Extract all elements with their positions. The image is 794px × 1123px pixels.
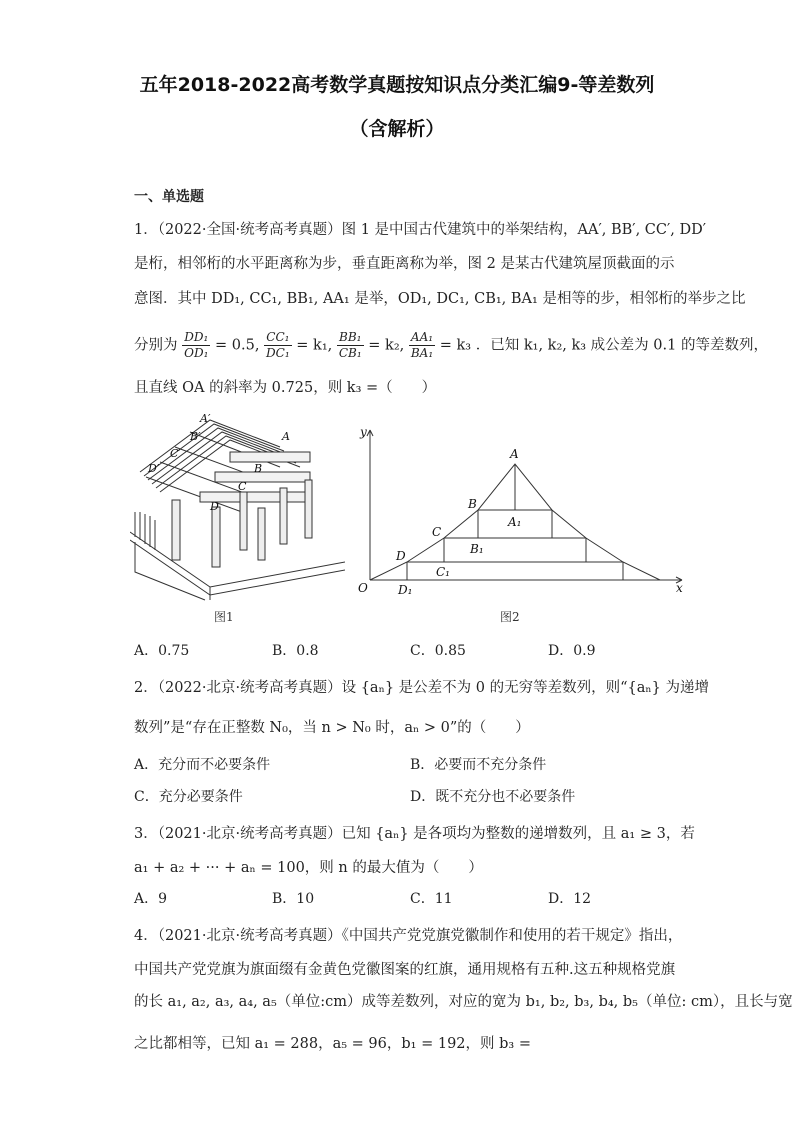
fig1-label-A-prime: A′ — [200, 412, 211, 425]
fig1-label-B: B — [254, 462, 263, 475]
fig1-label-A: A — [282, 430, 290, 443]
fraction-1-numerator: DD₁ — [182, 330, 210, 346]
fig2-label-B: B — [468, 497, 477, 511]
fig1-label-D-prime: D′ — [148, 462, 160, 475]
q1-line1: 1．（2022·全国·统考高考真题）图 1 是中国古代建筑中的举架结构，AA′, BB′, CC′, DD′ — [134, 222, 707, 238]
page-subtitle: （含解析） — [349, 118, 445, 140]
section-heading: 一、单选题 — [134, 189, 204, 205]
fraction-3 — [337, 330, 364, 361]
fraction-1 — [182, 330, 210, 361]
fig2-label-D1: D₁ — [398, 583, 413, 597]
fraction-2 — [264, 330, 292, 361]
fraction-2-value: = k₁, — [296, 337, 333, 354]
fig2-label-x: x — [676, 581, 683, 595]
q3-line1: 3．（2021·北京·统考高考真题）已知 {aₙ} 是各项均为整数的递增数列，且 a₁ ≥ 3，若 — [134, 826, 695, 842]
q4-line2: 中国共产党党旗为旗面缀有金黄色党徽图案的红旗，通用规格有五种.这五种规格党旗 — [134, 962, 676, 978]
q3-option-d[interactable]: D．12 — [548, 891, 592, 907]
fraction-3-numerator: BB₁ — [337, 330, 364, 346]
fig2-label-A: A — [510, 447, 519, 461]
q3-line2: a₁ + a₂ + ··· + aₙ = 100，则 n 的最大值为（ ） — [134, 860, 483, 876]
fraction-3-denominator: CB₁ — [338, 346, 362, 360]
q1-line2: 是桁，相邻桁的水平距离称为步，垂直距离称为举，图 2 是某古代建筑屋顶截面的示 — [134, 256, 675, 272]
q2-line1: 2．（2022·北京·统考高考真题）设 {aₙ} 是公差不为 0 的无穷等差数列，则“{aₙ} 为递增 — [134, 680, 710, 696]
q2-option-c[interactable]: C．充分必要条件 — [134, 789, 243, 805]
q3-option-a[interactable]: A．9 — [134, 891, 168, 907]
fig2-label-A1: A₁ — [508, 515, 522, 529]
q2-option-b[interactable]: B．必要而不充分条件 — [410, 757, 547, 773]
fraction-4-denominator: BA₁ — [410, 346, 434, 360]
fig2-label-O: O — [358, 581, 368, 595]
fraction-2-numerator: CC₁ — [264, 330, 292, 346]
q4-line1: 4．（2021·北京·统考高考真题）《中国共产党党旗党徽制作和使用的若干规定》指出， — [134, 928, 683, 944]
q3-option-c[interactable]: C．11 — [410, 891, 453, 907]
q4-line4: 之比都相等，已知 a₁ = 288，a₅ = 96，b₁ = 192，则 b₃ = — [134, 1036, 531, 1052]
fig1-label-C-prime: C′ — [170, 447, 181, 460]
fig2-label-C: C — [432, 525, 442, 539]
q2-option-d[interactable]: D．既不充分也不必要条件 — [410, 789, 576, 805]
q2-line2: 数列”是“存在正整数 N₀，当 n > N₀ 时，aₙ > 0”的（ ） — [134, 720, 530, 736]
fig2-label-C1: C₁ — [436, 565, 450, 579]
figure-2-caption: 图2 — [500, 610, 520, 624]
fig2-label-y: y — [360, 425, 367, 439]
figure-2-cross-section — [352, 422, 692, 602]
fraction-3-value: = k₂, — [368, 337, 405, 354]
q1-option-c[interactable]: C．0.85 — [410, 643, 466, 659]
fraction-4 — [409, 330, 435, 361]
page-title: 五年2018-2022高考数学真题按知识点分类汇编9-等差数列 — [139, 74, 655, 96]
fraction-4-value: = k₃ — [439, 337, 472, 354]
q1-line4-suffix: ．已知 k₁, k₂, k₃ 成公差为 0.1 的等差数列， — [475, 337, 768, 354]
fig2-label-D: D — [396, 549, 406, 563]
fraction-4-numerator: AA₁ — [409, 330, 435, 346]
figure-1-roof-structure — [130, 412, 345, 602]
q1-line5: 且直线 OA 的斜率为 0.725，则 k₃ =（ ） — [134, 380, 437, 396]
q1-line3: 意图．其中 DD₁, CC₁, BB₁, AA₁ 是举，OD₁, DC₁, CB₁, BA₁ 是相等的步，相邻桁的举步之比 — [134, 291, 746, 307]
q1-option-a[interactable]: A．0.75 — [134, 643, 190, 659]
q1-option-b[interactable]: B．0.8 — [272, 643, 319, 659]
fig1-label-D: D — [210, 500, 219, 513]
q2-option-a[interactable]: A．充分而不必要条件 — [134, 757, 271, 773]
q1-line4 — [134, 330, 768, 361]
q1-option-d[interactable]: D．0.9 — [548, 643, 596, 659]
fraction-1-value: = 0.5, — [215, 337, 260, 354]
fig2-label-B1: B₁ — [470, 542, 484, 556]
q1-line4-prefix: 分别为 — [134, 337, 178, 354]
fig1-label-B-prime: B′ — [190, 430, 201, 443]
fraction-1-denominator: OD₁ — [184, 346, 209, 360]
fig1-label-C: C — [238, 480, 247, 493]
q3-option-b[interactable]: B．10 — [272, 891, 315, 907]
q4-line3: 的长 a₁, a₂, a₃, a₄, a₅（单位:cm）成等差数列，对应的宽为 b₁, b₂, b₃, b₄, b₅（单位: cm），且长与宽 — [134, 994, 793, 1010]
figure-1-caption: 图1 — [214, 610, 234, 624]
fraction-2-denominator: DC₁ — [266, 346, 290, 360]
